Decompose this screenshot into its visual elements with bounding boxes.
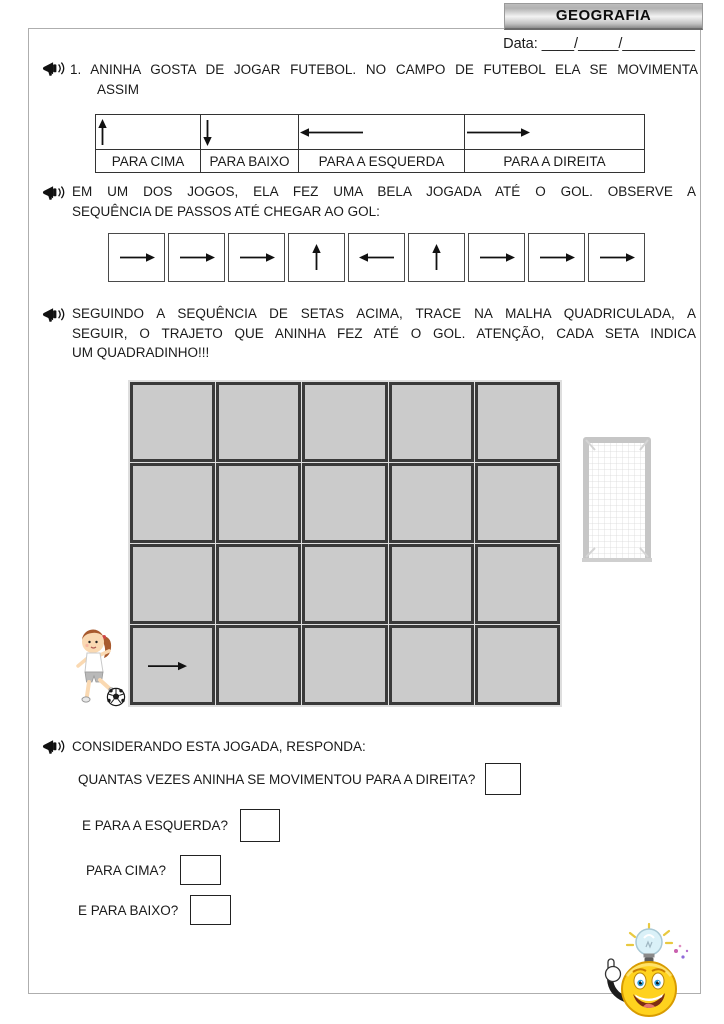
question-row-right	[78, 763, 521, 795]
right-arrow-icon	[119, 252, 155, 263]
speaker-icon	[42, 60, 66, 79]
grid-cell-r4c2[interactable]	[216, 625, 301, 705]
answer-box-down[interactable]	[190, 895, 231, 925]
grid-cell-r2c3[interactable]	[302, 463, 387, 543]
grid-cell-r1c5[interactable]	[475, 382, 560, 462]
subject-header: GEOGRAFIA	[504, 3, 703, 30]
date-line: Data: ____/_____/_________	[503, 36, 695, 52]
question-1-statement: 1. ANINHA GOSTA DE JOGAR FUTEBOL. NO CAMPO DE FUTEBOL ELA SE MOVIMENTA ASSIM	[70, 62, 698, 97]
grid-cell-r3c1[interactable]	[130, 544, 215, 624]
sequence-instruction: EM UM DOS JOGOS, ELA FEZ UMA BELA JOGADA ATÉ O GOL. OBSERVE A SEQUÊNCIA DE PASSOS ATÉ CHEGAR AO GOL:	[72, 184, 696, 219]
sequence-cell-6	[408, 233, 465, 282]
up-arrow-icon	[97, 119, 199, 146]
right-arrow-icon	[147, 661, 187, 672]
legend-label: PARA BAIXO	[201, 150, 299, 173]
speaker-icon	[42, 184, 66, 203]
legend-label-row	[96, 150, 645, 173]
grid-cell-r2c4[interactable]	[389, 463, 474, 543]
directions-legend-table	[95, 114, 645, 173]
up-arrow-icon	[311, 244, 322, 271]
legend-label: PARA CIMA	[96, 150, 201, 173]
grid-cell-r4c1[interactable]	[130, 625, 215, 705]
grid-cell-r3c4[interactable]	[389, 544, 474, 624]
answer-section-heading: CONSIDERANDO ESTA JOGADA, RESPONDA:	[72, 739, 366, 754]
legend-label: PARA A DIREITA	[465, 150, 645, 173]
question-label: QUANTAS VEZES ANINHA SE MOVIMENTOU PARA A DIREITA?	[78, 771, 476, 787]
up-arrow-icon	[431, 244, 442, 271]
grid-cell-r1c2[interactable]	[216, 382, 301, 462]
girl-kicking-ball-image	[66, 626, 130, 708]
sequence-cell-3	[228, 233, 285, 282]
sequence-cell-2	[168, 233, 225, 282]
sequence-cell-9	[588, 233, 645, 282]
left-arrow-icon	[359, 252, 395, 263]
sequence-cell-5	[348, 233, 405, 282]
grid-cell-r1c4[interactable]	[389, 382, 474, 462]
sequence-cell-8	[528, 233, 585, 282]
question-row-up	[86, 855, 221, 885]
grid-cell-r1c3[interactable]	[302, 382, 387, 462]
tracing-instruction: SEGUINDO A SEQUÊNCIA DE SETAS ACIMA, TRACE NA MALHA QUADRICULADA, A SEGUIR, O TRAJETO QUE ANINHA FEZ ATÉ O GOL. ATENÇÃO, CADA SETA INDICA UM QUADRADINHO!!!	[72, 306, 696, 360]
answer-box-up[interactable]	[180, 855, 221, 885]
grid-cell-r1c1[interactable]	[130, 382, 215, 462]
legend-arrow-cell	[201, 115, 299, 150]
question-label: E PARA BAIXO?	[78, 902, 179, 918]
tracing-grid	[130, 382, 560, 705]
right-arrow-icon	[599, 252, 635, 263]
grid-cell-r3c5[interactable]	[475, 544, 560, 624]
question-number: 1.	[70, 62, 82, 77]
legend-arrow-cell	[299, 115, 465, 150]
sequence-strip	[108, 233, 645, 282]
left-arrow-icon	[300, 127, 463, 138]
grid-cell-r2c5[interactable]	[475, 463, 560, 543]
grid-cell-r2c2[interactable]	[216, 463, 301, 543]
grid-cell-r4c3[interactable]	[302, 625, 387, 705]
right-arrow-icon	[239, 252, 275, 263]
legend-arrow-cell	[96, 115, 201, 150]
grid-cell-r2c1[interactable]	[130, 463, 215, 543]
answer-box-left[interactable]	[240, 809, 280, 842]
question-row-down	[78, 895, 231, 925]
grid-cell-r4c5[interactable]	[475, 625, 560, 705]
grid-cell-r4c4[interactable]	[389, 625, 474, 705]
speaker-icon	[42, 738, 66, 757]
question-label: PARA CIMA?	[86, 862, 167, 878]
grid-cell-r3c3[interactable]	[302, 544, 387, 624]
grid-cell-r3c2[interactable]	[216, 544, 301, 624]
right-arrow-icon	[466, 127, 643, 138]
right-arrow-icon	[539, 252, 575, 263]
question-label: E PARA A ESQUERDA?	[82, 818, 229, 833]
speaker-icon	[42, 306, 66, 325]
idea-smiley-lightbulb-image	[597, 921, 693, 1019]
sequence-cell-1	[108, 233, 165, 282]
right-arrow-icon	[479, 252, 515, 263]
soccer-goal-image	[574, 427, 660, 567]
right-arrow-icon	[179, 252, 215, 263]
legend-arrow-row	[96, 115, 645, 150]
sequence-cell-4	[288, 233, 345, 282]
question-row-left	[82, 809, 280, 842]
down-arrow-icon	[202, 119, 297, 146]
legend-label: PARA A ESQUERDA	[299, 150, 465, 173]
sequence-cell-7	[468, 233, 525, 282]
answer-box-right[interactable]	[485, 763, 521, 795]
legend-arrow-cell	[465, 115, 645, 150]
